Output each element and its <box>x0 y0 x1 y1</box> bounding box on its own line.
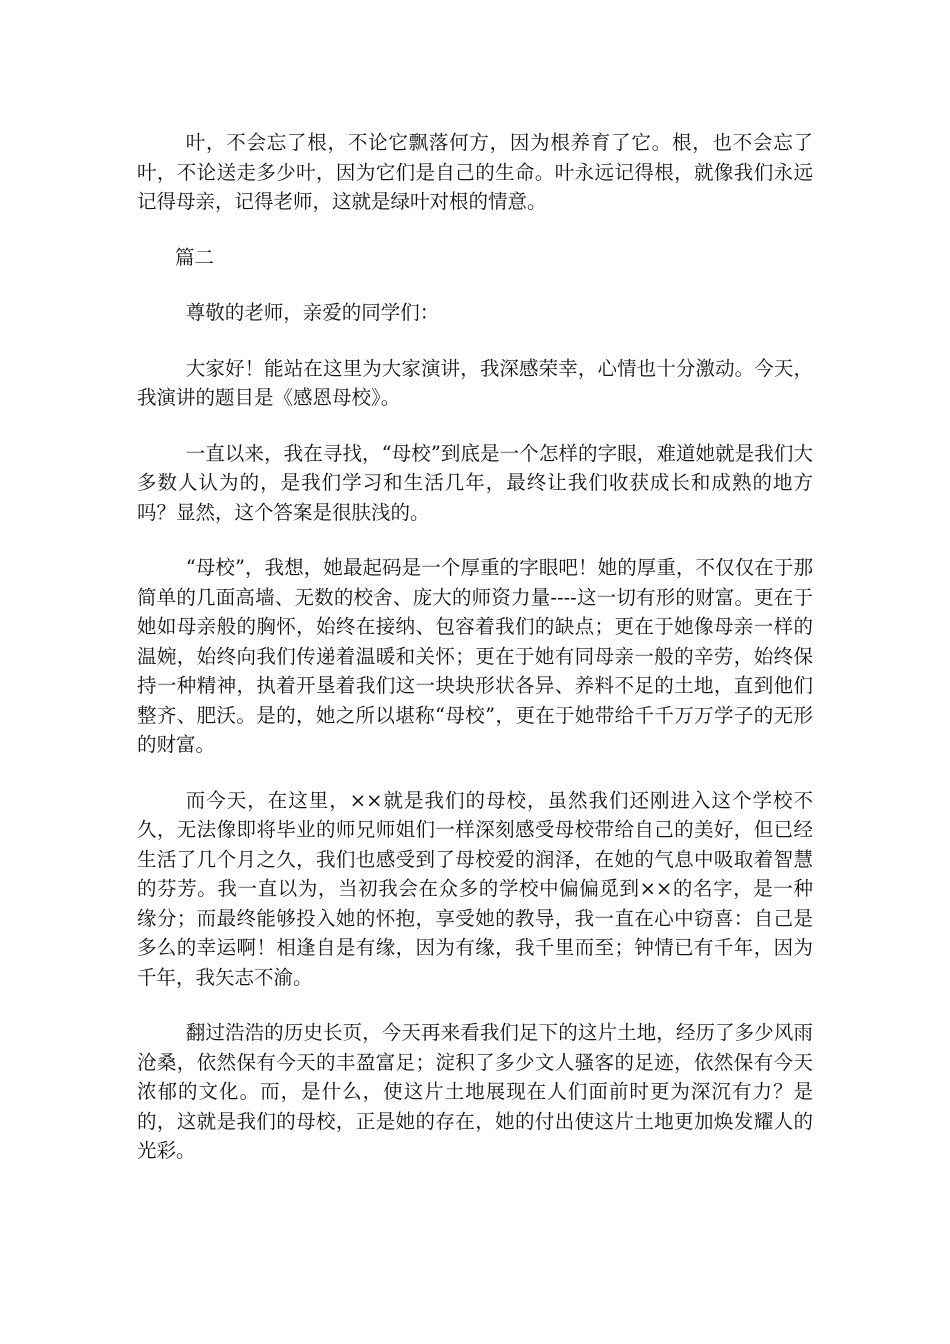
section-title: 篇二 <box>175 245 215 269</box>
salutation: 尊敬的老师，亲爱的同学们： <box>185 301 440 324</box>
paragraph-history: 翻过浩浩的历史长页，今天再来看我们足下的这片土地，经历了多少风雨沧桑，依然保有今天的丰盈富足；淀积了多少文人骚客的足迹，依然保有今天浓郁的文化。而，是什么，使这片土地展现在人们面前时更为深沉有力？是的，这就是我们的母校，正是她的存在，她的付出使这片土地更加焕发耀人的光彩。 <box>137 1021 813 1162</box>
paragraph-today: 而今天，在这里，××就是我们的母校，虽然我们还刚进入这个学校不久，无法像即将毕业的师兄师姐们一样深刻感受母校带给自己的美好，但已经生活了几个月之久，我们也感受到了母校爱的润泽，在她的气息中吸取着智慧的芬芳。我一直以为，当初我会在众多的学校中偏偏觅到××的名字，是一种缘分；而最终能够投入她的怀抱，享受她的教导，我一直在心中窃喜：自己是多么的幸运啊！相逢自是有缘，因为有缘，我千里而至；钟情已有千年，因为千年，我矢志不渝。 <box>137 788 813 989</box>
paragraph-weighty-word: “母校”，我想，她最起码是一个厚重的字眼吧！她的厚重，不仅仅在于那简单的几面高墙、无数的校舍、庞大的师资力量----这一切有形的财富。更在于她如母亲般的胸怀，始终在接纳、包容着我们的缺点；更在于她像母亲一样的温婉，始终向我们传递着温暖和关怀；更在于她有同母亲一般的辛劳，始终保持一种精神，执着开垦着我们这一块块形状各异、养料不足的土地，直到他们整齐、肥沃。是的，她之所以堪称“母校”，更在于她带给千千万万学子的无形的财富。 <box>137 556 813 756</box>
paragraph-greeting: 大家好！能站在这里为大家演讲，我深感荣幸，心情也十分激动。今天，我演讲的题目是《感恩母校》。 <box>137 356 813 409</box>
paragraph-intro: 叶，不会忘了根，不论它飘落何方，因为根养育了它。根，也不会忘了叶，不论送走多少叶，因为它们是自己的生命。叶永远记得根，就像我们永远记得母亲，记得老师，这就是绿叶对根的情意。 <box>137 131 813 213</box>
document-page <box>137 128 813 1192</box>
paragraph-searching: 一直以来，我在寻找，“母校”到底是一个怎样的字眼，难道她就是我们大多数人认为的，是我们学习和生活几年，最终让我们收获成长和成熟的地方吗？显然，这个答案是很肤浅的。 <box>137 441 813 524</box>
